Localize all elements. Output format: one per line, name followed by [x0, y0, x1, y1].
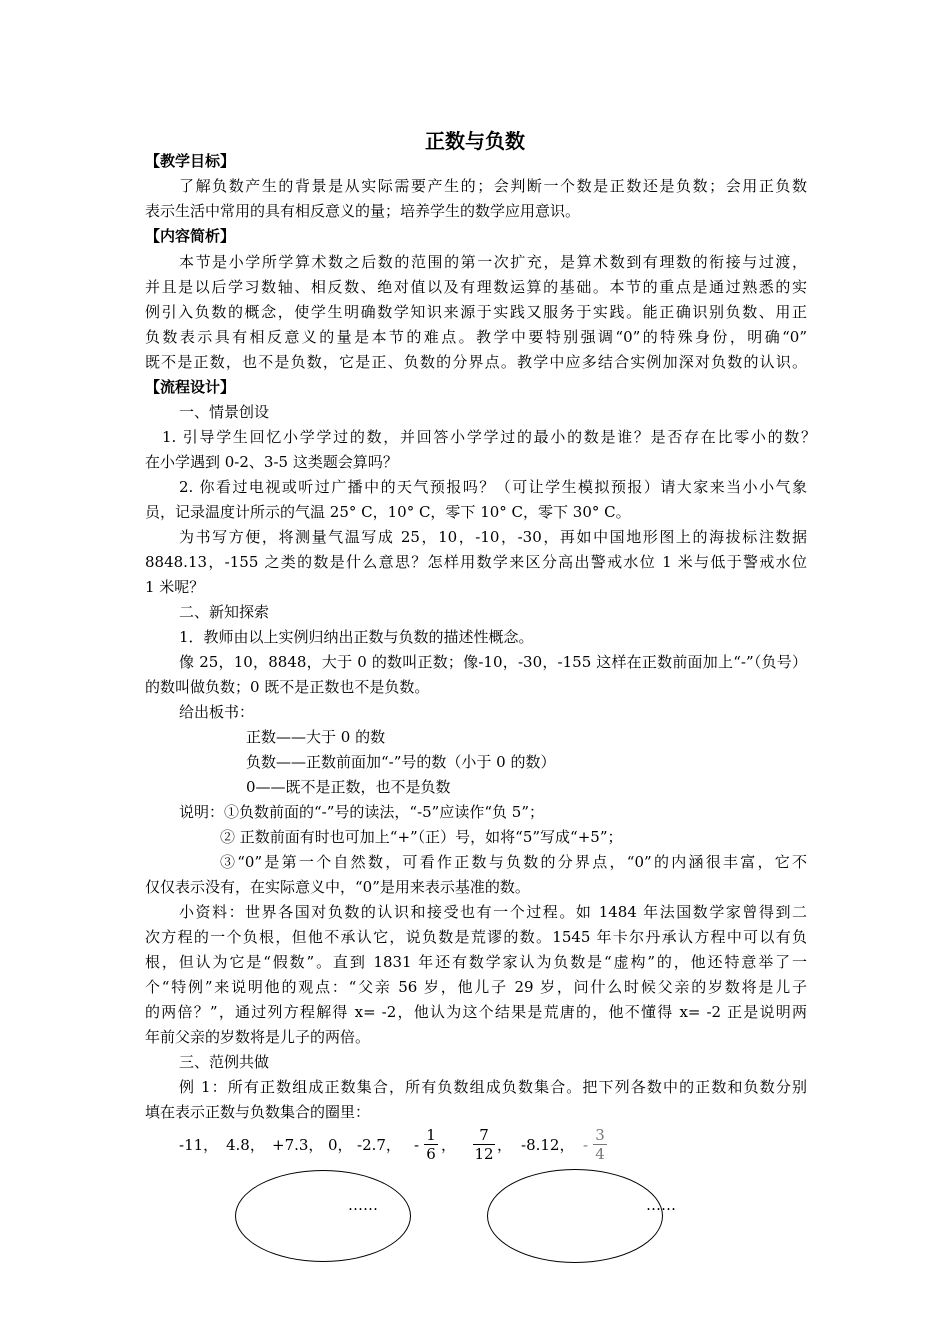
section2-title: 二、新知探索: [179, 603, 270, 621]
fraction-2: [473, 1126, 495, 1163]
board-line-1: 正数——大于 0 的数: [246, 728, 386, 746]
content-line-1: 本节是小学所学算术数之后数的范围的第一次扩充，是算术数到有理数的衔接与过渡，: [179, 253, 807, 271]
note-2: ② 正数前面有时也可加上“+”（正）号，如将“5”写成“+5”；: [220, 828, 623, 846]
fraction-1-sign: -: [414, 1136, 420, 1154]
heading-content: 【内容简析】: [145, 227, 236, 245]
fraction-1-comma: ，: [441, 1136, 457, 1154]
note-3-line-2: 仅仅表示没有，在实际意义中，“0”是用来表示基准的数。: [145, 878, 530, 896]
positive-set-circle: [235, 1170, 411, 1262]
number-item: -11，: [179, 1136, 219, 1154]
info-line-2: 次方程的一个负根，但他不承认它，说负数是荒谬的数。1545 年卡尔丹承认方程中可以有负: [145, 928, 807, 946]
number-item: -2.7，: [357, 1136, 401, 1154]
content-line-5: 既不是正数，也不是负数，它是正、负数的分界点。教学中应多结合实例加深对负数的认识。: [145, 353, 807, 371]
s2-p2-line-1: 像 25，10，8848，大于 0 的数叫正数；像-10，-30，-155 这样在正数前面加上“-”（负号）: [179, 653, 807, 671]
negative-set-ellipsis: ……: [646, 1196, 676, 1214]
fraction-1: [424, 1126, 438, 1163]
fraction-2-numerator: 7: [479, 1126, 489, 1144]
s2-p1: 1．教师由以上实例归纳出正数与负数的描述性概念。: [179, 628, 534, 646]
note-3-line-1: ③“0”是第一个自然数，可看作正数与负数的分界点，“0”的内涵很丰富，它不: [220, 853, 807, 871]
fraction-3-denominator: 4: [593, 1144, 607, 1163]
number-item: -8.12，: [521, 1136, 575, 1154]
s1-p1-line-2: 在小学遇到 0-2、3-5 这类题会算吗？: [145, 453, 398, 471]
fraction-1-numerator: 1: [426, 1126, 436, 1144]
info-line-1: 小资料：世界各国对负数的认识和接受也有一个过程。如 1484 年法国数学家曾得到二: [179, 903, 807, 921]
number-item: 4.8，: [226, 1136, 265, 1154]
positive-set-ellipsis: ……: [348, 1196, 378, 1214]
fraction-3: [593, 1126, 607, 1163]
goal-line-2: 表示生活中常用的具有相反意义的量；培养学生的数学应用意识。: [145, 202, 581, 220]
board-line-3: 0——既不是正数，也不是负数: [246, 778, 451, 796]
fraction-2-comma: ，: [497, 1136, 513, 1154]
section1-title: 一、情景创设: [179, 403, 270, 421]
s1-p2-line-2: 员，记录温度计所示的气温 25° C，10° C，零下 10° C，零下 30° C。: [145, 503, 631, 521]
fraction-2-denominator: 12: [474, 1145, 494, 1163]
goal-line-1: 了解负数产生的背景是从实际需要产生的；会判断一个数是正数还是负数；会用正负数: [179, 177, 807, 195]
s2-p2-line-2: 的数叫做负数；0 既不是正数也不是负数。: [145, 678, 430, 696]
board-intro: 给出板书：: [179, 703, 255, 721]
content-line-3: 例引入负数的概念，使学生明确数学知识来源于实践又服务于实践。能正确识别负数、用正: [145, 303, 807, 321]
number-item: 0，: [328, 1136, 353, 1154]
heading-flow: 【流程设计】: [145, 378, 236, 396]
s1-p1-line-1: 1. 引导学生回忆小学学过的数，并回答小学学过的最小的数是谁？是否存在比零小的数？: [162, 428, 816, 446]
info-line-4: 个“特例”来说明他的观点：“父亲 56 岁，他儿子 29 岁，问什么时候父亲的岁数将是儿子: [145, 978, 807, 996]
example-line-1: 例 1：所有正数组成正数集合，所有负数组成负数集合。把下列各数中的正数和负数分别: [179, 1078, 807, 1096]
s1-p3-line-1: 为书写方便，将测量气温写成 25，10，-10，-30，再如中国地形图上的海拔标注数据: [179, 528, 807, 546]
number-item: +7.3，: [272, 1136, 324, 1154]
info-line-5: 的两倍？”，通过列方程解得 x= -2，他认为这个结果是荒唐的，他不懂得 x= -2 正是说明两: [145, 1003, 807, 1021]
s1-p3-line-3: 1 米呢？: [145, 578, 205, 596]
fraction-3-sign: -: [583, 1136, 589, 1154]
info-line-3: 根，但认为它是“假数”。直到 1831 年还有数学家认为负数是“虚构”的，他还特意举了一: [145, 953, 807, 971]
heading-goal: 【教学目标】: [145, 152, 236, 170]
content-line-2: 并且是以后学习数轴、相反数、绝对值以及有理数运算的基础。本节的重点是通过熟悉的实: [145, 278, 807, 296]
fraction-3-numerator: 3: [595, 1126, 605, 1144]
board-line-2: 负数——正数前面加“-”号的数（小于 0 的数）: [246, 753, 556, 771]
section3-title: 三、范例共做: [179, 1053, 270, 1071]
negative-set-circle: [487, 1169, 663, 1263]
example-line-2: 填在表示正数与负数集合的圈里：: [145, 1103, 371, 1121]
info-line-6: 年前父亲的岁数将是儿子的两倍。: [145, 1028, 371, 1046]
fraction-1-denominator: 6: [424, 1144, 438, 1163]
s1-p3-line-2: 8848.13，-155 之类的数是什么意思？怎样用数学来区分高出警戒水位 1 米与低于警戒水位: [145, 553, 807, 571]
page-title: 正数与负数: [425, 129, 525, 153]
content-line-4: 负数表示具有相反意义的量是本节的难点。教学中要特别强调“0”的特殊身份，明确“0”: [145, 328, 807, 346]
note-1: 说明：①负数前面的“-”号的读法，“-5”应读作“负 5”；: [179, 803, 545, 821]
s1-p2-line-1: 2. 你看过电视或听过广播中的天气预报吗？（可让学生模拟预报）请大家来当小小气象: [179, 478, 807, 496]
